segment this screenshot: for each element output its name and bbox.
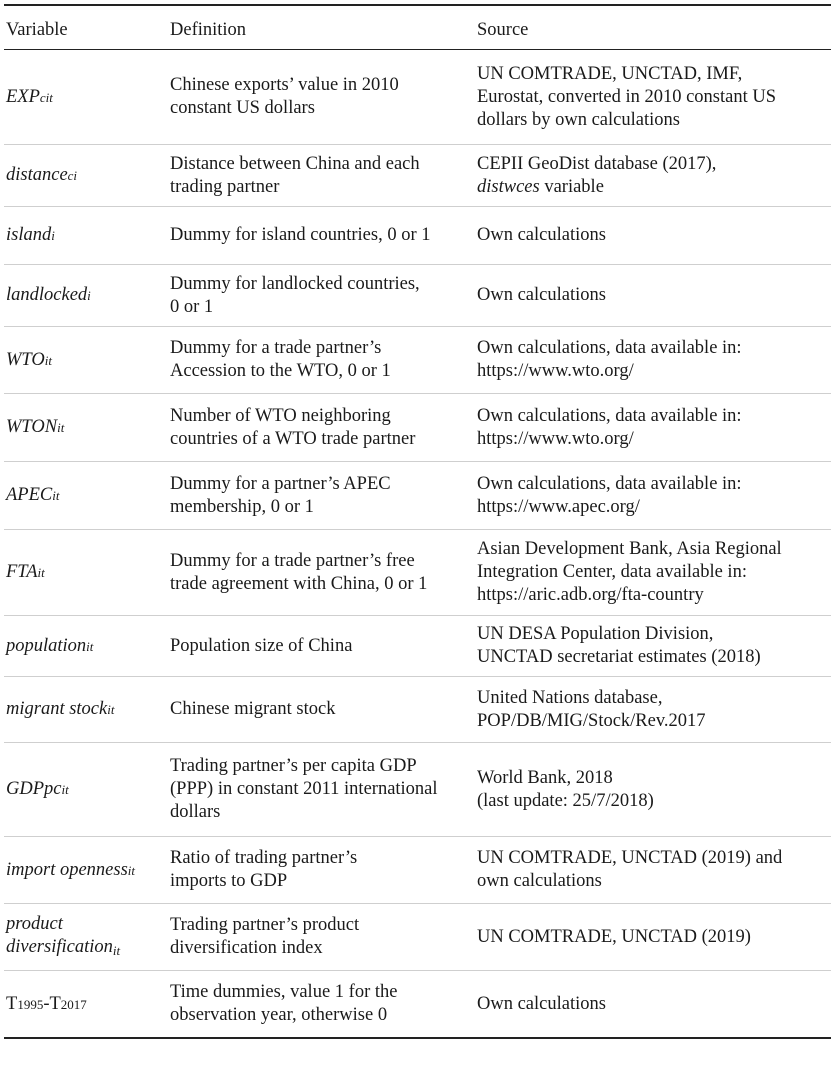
table-row (4, 743, 831, 837)
source-cell: UN COMTRADE, UNCTAD, IMF, Eurostat, converted in 2010 constant US dollars by own calculations (477, 63, 777, 130)
table-row (4, 616, 831, 677)
table-row (4, 50, 831, 145)
header-variable: Variable (6, 20, 68, 40)
definition-cell: Chinese exports’ value in 2010 constant US dollars (170, 75, 399, 118)
source-cell: Own calculations, data available in: https://www.wto.org/ (477, 338, 742, 381)
source-cell: UN DESA Population Division, UNCTAD secretariat estimates (2018) (477, 624, 761, 667)
source-cell: UN COMTRADE, UNCTAD (2019) and own calculations (477, 848, 783, 891)
definition-cell: Population size of China (170, 635, 353, 656)
variable-cell: island i (6, 225, 55, 245)
variable-cell: GDPpc it (6, 779, 69, 799)
table-row (4, 530, 831, 616)
variable-cell: T 1995 - T 2017 (6, 993, 87, 1014)
source-cell: Own calculations, data available in: https://www.wto.org/ (477, 405, 742, 449)
source-cell: UN COMTRADE, UNCTAD (2019) (477, 926, 751, 947)
source-cell: Own calculations (477, 285, 606, 305)
definition-cell: Distance between China and each trading partner (170, 153, 420, 197)
variable-cell: migrant stock it (6, 699, 115, 719)
definition-cell: Dummy for a trade partner’s Accession to the WTO, 0 or 1 (170, 338, 391, 381)
variable-cell: FTA it (6, 562, 45, 582)
definition-cell: Trading partner’s per capita GDP (PPP) in constant 2011 international dollars (170, 756, 438, 822)
table-row (4, 837, 831, 904)
definition-cell: Time dummies, value 1 for the observation year, otherwise 0 (170, 982, 398, 1025)
source-cell: World Bank, 2018 (last update: 25/7/2018) (477, 767, 654, 811)
variable-cell: product diversification$_{it}$ (6, 913, 121, 958)
table-row (4, 904, 831, 971)
definition-cell: Dummy for landlocked countries, 0 or 1 (170, 273, 420, 317)
source-cell: United Nations database, POP/DB/MIG/Stock/Rev.2017 (477, 687, 706, 731)
variable-cell: EXP cit (6, 86, 53, 107)
source-cell: Own calculations (477, 225, 606, 245)
table-row (4, 207, 831, 265)
variable-cell: import openness it (6, 859, 136, 880)
variable-cell: distance ci (6, 165, 78, 185)
variable-cell: WTON it (6, 417, 65, 437)
variable-cell: WTO it (6, 349, 52, 370)
source-cell: Asian Development Bank, Asia Regional Integration Center, data available in: https://aric.adb.org/fta-country (477, 539, 782, 605)
table-row (4, 971, 831, 1037)
definition-cell: Dummy for a trade partner’s free trade agreement with China, 0 or 1 (170, 550, 428, 594)
source-cell: CEPII GeoDist database (2017), distwces variable (477, 153, 717, 197)
header-definition: Definition (170, 20, 247, 40)
variable-cell: population it (6, 635, 94, 656)
definition-cell: Number of WTO neighboring countries of a WTO trade partner (170, 405, 416, 449)
table-row (4, 677, 831, 743)
header-source: Source (477, 20, 529, 40)
definition-cell: Dummy for island countries, 0 or 1 (170, 225, 431, 245)
definition-cell: Ratio of trading partner’s imports to GDP (170, 848, 358, 891)
source-cell: Own calculations, data available in: https://www.apec.org/ (477, 473, 742, 517)
source-cell: Own calculations (477, 993, 606, 1014)
definition-cell: Dummy for a partner’s APEC membership, 0 or 1 (170, 473, 391, 517)
table-row (4, 462, 831, 530)
table-row (4, 327, 831, 394)
variable-cell: APEC it (6, 485, 60, 505)
variable-cell: landlocked i (6, 285, 91, 305)
definition-cell: Trading partner’s product diversification index (170, 915, 360, 958)
variables-table (4, 4, 831, 1039)
definition-cell: Chinese migrant stock (170, 699, 336, 719)
table-header-row (4, 6, 831, 50)
table-row (4, 265, 831, 327)
table-row (4, 394, 831, 462)
table-row (4, 145, 831, 207)
